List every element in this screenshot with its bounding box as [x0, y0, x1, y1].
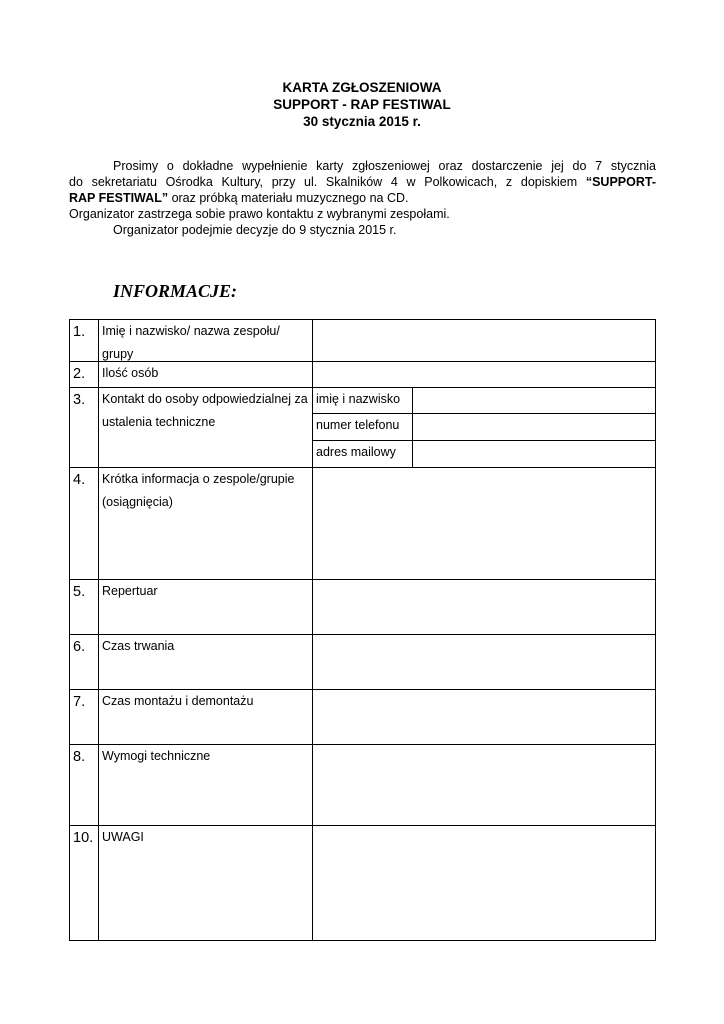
row-number: 2. [69, 361, 99, 388]
intro-line-4: Organizator zastrzega sobie prawo kontaktu z wybranymi zespołami. [69, 207, 450, 221]
document-header [0, 79, 724, 130]
row-label: Krótka informacja o zespole/grupie (osiągnięcia) [98, 467, 313, 580]
event-date: 30 stycznia 2015 r. [303, 114, 421, 129]
contact-email-label: adres mailowy [312, 440, 413, 468]
name-input-field[interactable] [312, 319, 656, 362]
people-count-field[interactable] [312, 361, 656, 388]
row-number: 8. [69, 744, 99, 826]
contact-name-field[interactable] [412, 387, 656, 414]
row-number: 5. [69, 579, 99, 635]
intro-line-1: Prosimy o dokładne wypełnienie karty zgłoszeniowej oraz dostarczenie jej do 7 stycznia [113, 159, 656, 173]
form-title: KARTA ZGŁOSZENIOWA [282, 80, 442, 95]
row-label: Repertuar [98, 579, 313, 635]
row-number: 7. [69, 689, 99, 745]
row-label: Kontakt do osoby odpowiedzialnej za ustalenia techniczne [98, 387, 313, 468]
technical-requirements-field[interactable] [312, 744, 656, 826]
row-label: UWAGI [98, 825, 313, 941]
event-name: SUPPORT - RAP FESTIWAL [273, 97, 451, 112]
row-label: Ilość osób [98, 361, 313, 388]
intro-line-2: do sekretariatu Ośrodka Kultury, przy ul. Skalników 4 w Polkowicach, z dopiskiem “SUPPORT- [69, 175, 656, 189]
contact-phone-label: numer telefonu [312, 413, 413, 441]
intro-text [69, 158, 656, 238]
row-number: 6. [69, 634, 99, 690]
intro-line-5: Organizator podejmie decyzje do 9 stycznia 2015 r. [113, 223, 397, 237]
intro-line-3: RAP FESTIWAL” oraz próbką materiału muzycznego na CD. [69, 191, 409, 205]
row-number: 4. [69, 467, 99, 580]
row-label: Czas montażu i demontażu [98, 689, 313, 745]
contact-phone-field[interactable] [412, 413, 656, 441]
contact-email-field[interactable] [412, 440, 656, 468]
row-label: Czas trwania [98, 634, 313, 690]
row-number: 3. [69, 387, 99, 468]
remarks-field[interactable] [312, 825, 656, 941]
band-info-field[interactable] [312, 467, 656, 580]
row-number: 1. [69, 319, 99, 362]
application-form-table [69, 319, 656, 941]
repertoire-field[interactable] [312, 579, 656, 635]
row-label: Imię i nazwisko/ nazwa zespołu/ grupy [98, 319, 313, 362]
section-title: INFORMACJE: [113, 281, 238, 301]
setup-time-field[interactable] [312, 689, 656, 745]
row-label: Wymogi techniczne [98, 744, 313, 826]
contact-name-label: imię i nazwisko [312, 387, 413, 414]
row-number: 10. [69, 825, 99, 941]
duration-field[interactable] [312, 634, 656, 690]
